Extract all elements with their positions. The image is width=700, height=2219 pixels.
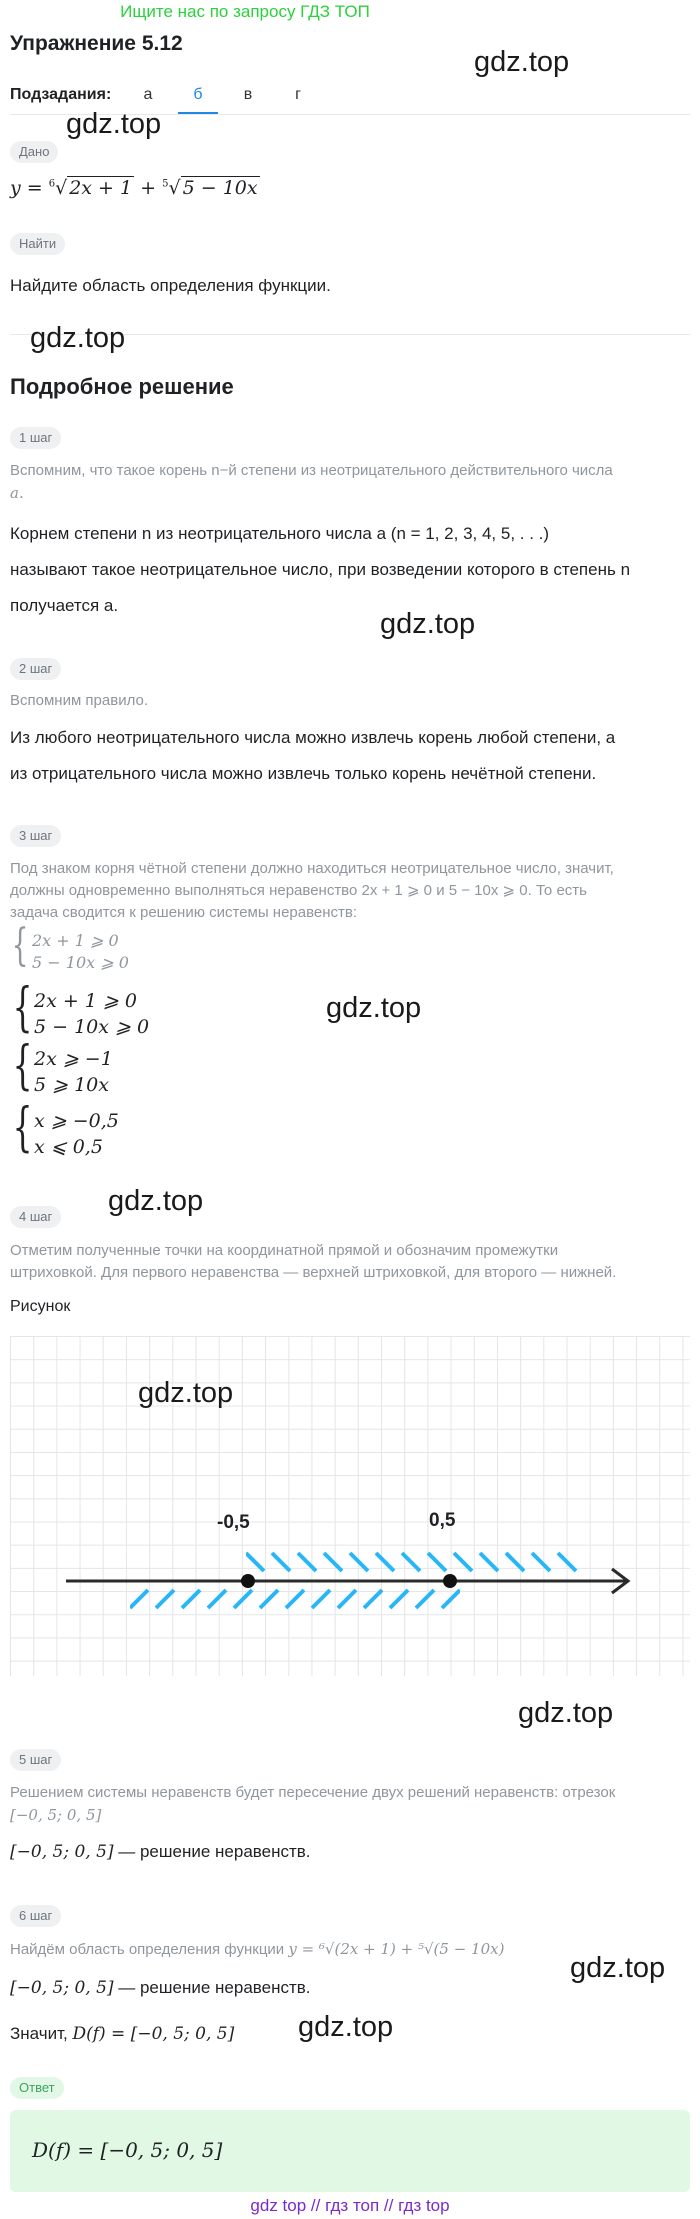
tab-b[interactable]: б	[193, 86, 203, 103]
number-line-svg	[10, 1336, 690, 1676]
step6-pill: 6 шаг	[10, 1905, 61, 1927]
brace: {	[12, 1036, 33, 1096]
find-text: Найдите область определения функции.	[10, 276, 331, 295]
step6-conclusion: Значит, D(f) = [−0, 5; 0, 5]	[10, 2024, 235, 2044]
watermark: gdz.top	[326, 992, 422, 1024]
watermark: gdz.top	[298, 2011, 394, 2043]
step5-pill: 5 шаг	[10, 1749, 61, 1771]
step3-note3: задача сводится к решению системы неравенств:	[10, 904, 358, 921]
step1-pill: 1 шаг	[10, 427, 61, 449]
find-pill: Найти	[10, 233, 65, 255]
step4-note1: Отметим полученные точки на координатной прямой и обозначим промежутки	[10, 1242, 559, 1259]
system2-line1: 2x ⩾ −1	[34, 1048, 113, 1070]
step2-line1: Из любого неотрицательного числа можно извлечь корень любой степени, а	[10, 728, 616, 747]
subtasks-label: Подзадания:	[10, 86, 112, 103]
step3-note1: Под знаком корня чётной степени должно находиться неотрицательное число, значит,	[10, 860, 614, 877]
system-gray-line2: 5 − 10x ⩾ 0	[32, 953, 129, 972]
footer-links[interactable]: gdz top // гдз топ // гдз top	[250, 2196, 450, 2215]
solution-heading: Подробное решение	[10, 374, 234, 399]
tab-g[interactable]: г	[295, 86, 301, 103]
system1-line2: 5 − 10x ⩾ 0	[34, 1016, 150, 1038]
tab-a[interactable]: а	[143, 86, 153, 103]
given-formula: y = $^6$√ 2x + 1 + $^5$√ 5 − 10x	[10, 177, 258, 199]
page-title: Упражнение 5.12	[10, 32, 183, 55]
point-right-label: 0,5	[429, 1510, 456, 1531]
system1-line1: 2x + 1 ⩾ 0	[34, 990, 137, 1012]
step1-note: Вспомним, что такое корень n−й степени из неотрицательного действительного числа	[10, 462, 613, 479]
step2-pill: 2 шаг	[10, 658, 61, 680]
system2-line2: 5 ⩾ 10x	[34, 1074, 109, 1096]
step1-note-var: a.	[10, 484, 24, 502]
step3-pill: 3 шаг	[10, 825, 61, 847]
lower-hatching	[130, 1590, 460, 1608]
watermark: gdz.top	[474, 46, 570, 78]
step5-note1: Решением системы неравенств будет пересечение двух решений неравенств: отрезок	[10, 1784, 616, 1801]
system3-line1: x ⩾ −0,5	[34, 1110, 119, 1132]
watermark: gdz.top	[138, 1377, 234, 1409]
step6-result: [−0, 5; 0, 5] — решение неравенств.	[10, 1978, 311, 1998]
figure-label: Рисунок	[10, 1298, 71, 1315]
watermark: gdz.top	[518, 1697, 614, 1729]
brace: {	[11, 920, 29, 971]
point-left	[241, 1574, 255, 1588]
step4-note2: штриховкой. Для первого неравенства — верхней штриховкой, для второго — нижней.	[10, 1264, 617, 1281]
step1-line1: Корнем степени n из неотрицательного числа a (n = 1, 2, 3, 4, 5, . . .)	[10, 524, 550, 543]
watermark: gdz.top	[570, 1952, 666, 1984]
watermark: gdz.top	[30, 322, 126, 354]
given-pill: Дано	[10, 141, 58, 163]
step5-result: [−0, 5; 0, 5] — решение неравенств.	[10, 1842, 311, 1862]
step1-line3: получается a.	[10, 596, 119, 615]
brace: {	[12, 978, 33, 1038]
system3-line2: x ⩽ 0,5	[34, 1136, 103, 1158]
step6-note: Найдём область определения функции y = ⁶√(2x + 1) + ⁵√(5 − 10x)	[10, 1940, 505, 1958]
step4-pill: 4 шаг	[10, 1206, 61, 1228]
point-left-label: -0,5	[217, 1512, 250, 1533]
promo-banner[interactable]: Ищите нас по запросу ГДЗ ТОП	[120, 2, 370, 21]
step2-note: Вспомним правило.	[10, 692, 149, 709]
brace: {	[12, 1098, 33, 1158]
step1-line2: называют такое неотрицательное число, при возведении которого в степень n	[10, 560, 631, 579]
upper-hatching	[246, 1553, 576, 1571]
step5-note2: [−0, 5; 0, 5]	[10, 1806, 102, 1824]
watermark: gdz.top	[108, 1185, 204, 1217]
step2-line2: из отрицательного числа можно извлечь только корень нечётной степени.	[10, 764, 597, 783]
watermark: gdz.top	[380, 608, 476, 640]
answer-value: D(f) = [−0, 5; 0, 5]	[32, 2138, 223, 2162]
watermark: gdz.top	[66, 108, 162, 140]
step3-note2: должны одновременно выполняться неравенство 2x + 1 ⩾ 0 и 5 − 10x ⩾ 0. То есть	[10, 882, 587, 899]
point-right	[443, 1574, 457, 1588]
answer-pill: Ответ	[10, 2077, 64, 2099]
tab-v[interactable]: в	[243, 86, 253, 103]
system-gray-line1: 2x + 1 ⩾ 0	[32, 931, 119, 950]
